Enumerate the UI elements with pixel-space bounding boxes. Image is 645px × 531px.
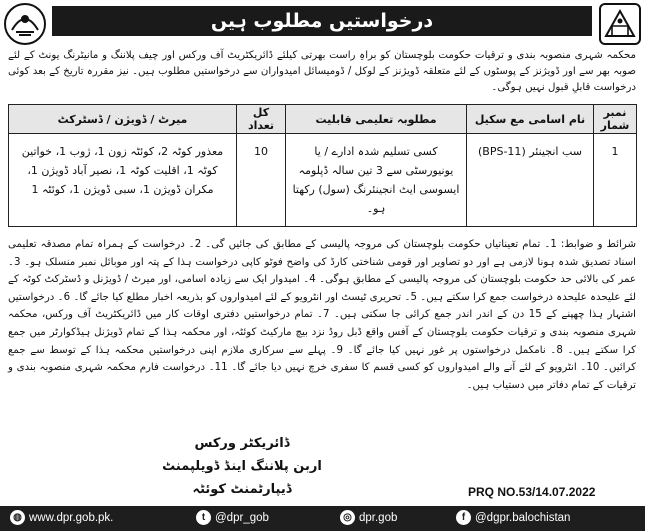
intro-paragraph: محکمہ شہری منصوبہ بندی و ترقیات حکومت بلوچستان کو براہِ راست بھرتی کیلئے ڈائریکٹریٹ آف ورکس اور چیف پلاننگ و مانیٹرنگ یونٹ کے لئے صوبہ بھر سے اور ڈویژنز کے پوسٹوں کے لئے متعلقہ ڈویژنز کے لوکل / ڈومیسائل امیدواران سے درخواستیں مطلوب ہیں۔ نیز مقررہ تاریخ کے بعد کوئی درخواست قابلِ قبول نہیں ہوگی۔ <box>8 50 636 93</box>
header-qualification: مطلوبہ تعلیمی قابلیت <box>286 105 467 134</box>
footer-website-text: www.dpr.gob.pk. <box>29 511 114 524</box>
row-qualification: کسی تسلیم شدہ ادارے / یا یونیورسٹی سے 3 تین سالہ ڈپلومہ ایسوسی ایٹ انجینئرنگ (سول) رکھتا ہو۔ <box>286 134 467 227</box>
footer-bar <box>0 506 645 531</box>
signature-block <box>132 432 352 501</box>
signature-department: اربن پلاننگ اینڈ ڈویلپمنٹ ڈیپارٹمنٹ کوئٹہ <box>162 459 322 497</box>
header-merit: میرٹ / ڈویژن / ڈسٹرکٹ <box>9 105 237 134</box>
footer-facebook-text: @dgpr.balochistan <box>475 511 571 524</box>
balochistan-emblem-icon <box>2 2 48 46</box>
footer-facebook[interactable] <box>456 510 570 525</box>
department-seal-icon <box>597 2 643 46</box>
header-post: نام اسامی مع سکیل <box>467 105 594 134</box>
facebook-icon: f <box>456 510 471 525</box>
terms-conditions: شرائط و ضوابط: 1۔ تمام تعیناتیاں حکومت بلوچستان کی مروجہ پالیسی کے مطابق کی جائیں گی۔ 2۔ درخواست کے ہمراہ تمام مصدقہ تعلیمی اسناد تصدیق شدہ ہونا لازمی ہے اور دو تصاویر اور قومی شناختی کارڈ کی واضح فوٹو کاپی درخواست ہذا کے پتہ اور موبائل نمبر منسلک ہو۔ 3۔ عمر کی بالائی حد حکومت بلوچستان کی مروجہ پالیسی کے مطابق ہوگی۔ 4۔ امیدوار ایک سے زیادہ اسامی، اور میرٹ / ڈویژنل و ڈسٹرکٹ کوٹہ کے لئے علیحدہ علیحدہ درخواست جمع کرا سکتے ہیں۔ 5۔ تحریری ٹیسٹ اور انٹرویو کے لئے امیدواروں کو بذریعہ اخبار مطلع کیا جائے گا۔ 6۔ درخواستیں اشتہار ہذا چھپنے کے 15 دن کے اندر اندر جمع کرائی جا سکتی ہیں۔ 7۔ تمام درخواستیں دفتری اوقات کار میں ڈائریکٹریٹ آف ورکس، محکمہ شہری منصوبہ بندی و ترقیات حکومت بلوچستان کے آفس واقع ڈبل روڈ نزد بیچ مارکیٹ کوئٹہ، اور محکمہ ہذا کے تمام ڈویژنل ہیڈکوارٹر میں جمع کرا سکتے ہیں۔ 8۔ نامکمل درخواستوں پر غور نہیں کیا جائے گا۔ 9۔ پہلے سے سرکاری ملازم اپنی درخواستیں محکمہ ہذا کے توسط سے جمع کرائیں۔ 10۔ انٹرویو کے لئے آنے والے امیدواروں کو کسی قسم کا سفری خرچ نہیں دیا جائے گا۔ 11۔ درخواست فارم محکمہ شہری منصوبہ بندی و ترقیات کے تمام دفاتر میں دستیاب ہیں۔ <box>8 239 636 391</box>
footer-website[interactable] <box>10 510 113 525</box>
header-sno: نمبر شمار <box>594 105 637 134</box>
footer-instagram-text: dpr.gob <box>359 511 398 524</box>
table-row <box>9 134 637 227</box>
footer-twitter[interactable] <box>196 510 269 525</box>
table-header-row <box>9 105 637 134</box>
footer-instagram[interactable] <box>340 510 397 525</box>
row-post: سب انجینئر (BPS-11) <box>467 134 594 227</box>
footer-twitter-text: @dpr_gob <box>215 511 269 524</box>
page-title: درخواستیں مطلوب ہیں <box>52 6 592 36</box>
prq-number: PRQ NO.53/14.07.2022 <box>468 485 596 499</box>
instagram-icon: ◎ <box>340 510 355 525</box>
row-merit: معذور کوٹہ 2، کوئٹہ زون 1، ژوب 1، خواتین کوٹہ 1، اقلیت کوٹہ 1، نصیر آباد ڈویژن 1، مکران ڈویژن 1، سبی ڈویژن 1، کوئٹہ 1 <box>9 134 237 227</box>
twitter-icon: t <box>196 510 211 525</box>
signature-title: ڈائریکٹر ورکس <box>194 436 290 451</box>
header-count: کل تعداد <box>237 105 286 134</box>
row-sno: 1 <box>594 134 637 227</box>
row-count: 10 <box>237 134 286 227</box>
globe-icon: ◍ <box>10 510 25 525</box>
vacancy-table <box>8 104 637 227</box>
